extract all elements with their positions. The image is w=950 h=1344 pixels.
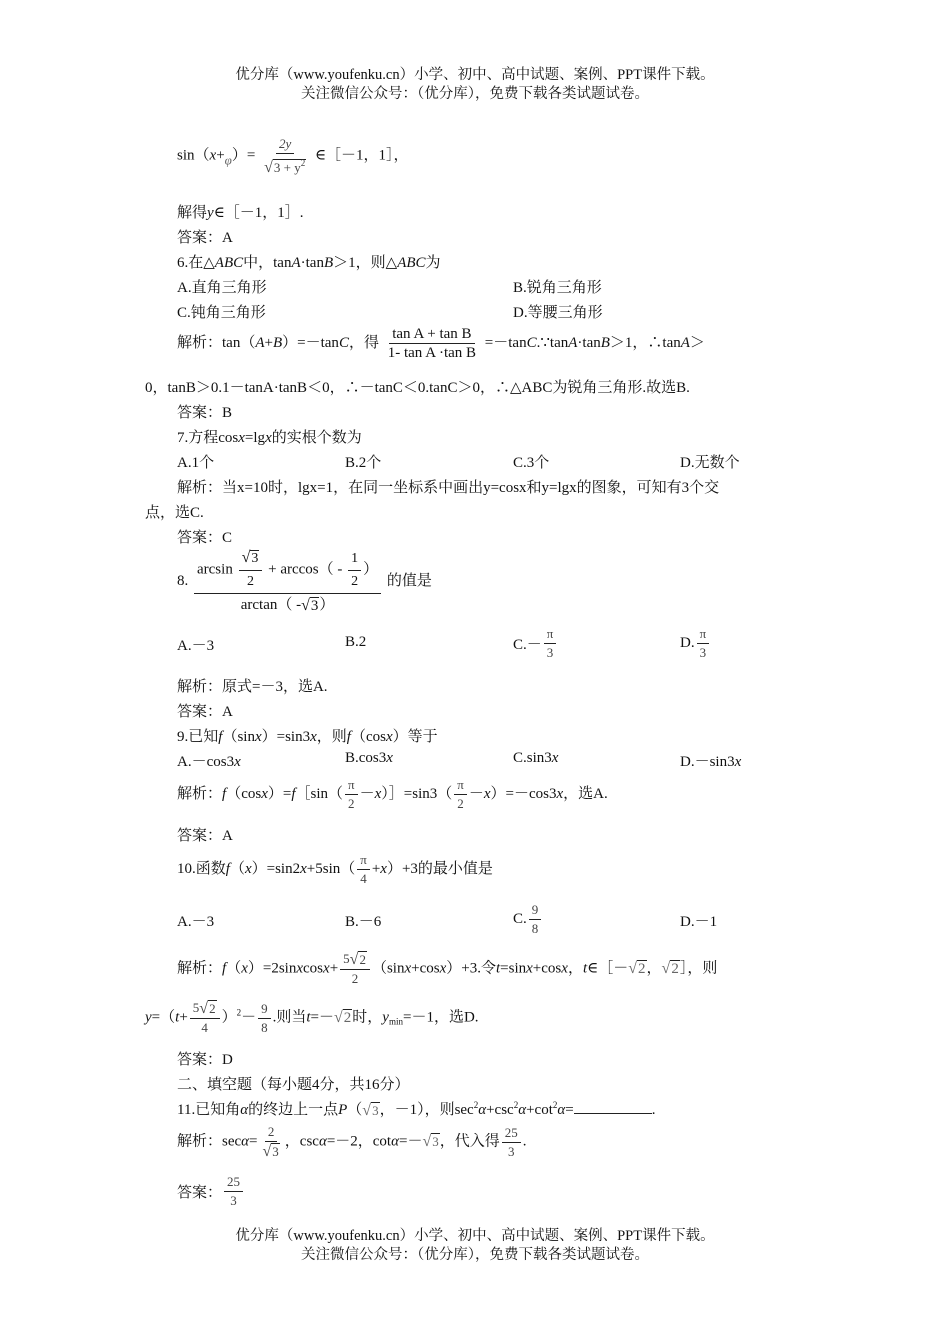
question-10-option-b: B.－6 xyxy=(345,914,382,930)
question-8-option-a: A.－3 xyxy=(177,638,215,654)
answer-6: 答案：B xyxy=(177,405,233,421)
question-6-option-c: C.钝角三角形 xyxy=(177,305,266,321)
section-2-heading: 二、填空题（每小题4分，共16分） xyxy=(177,1077,410,1093)
answer-8: 答案：A xyxy=(177,704,233,720)
solution-8: 解析：原式=－3，选A. xyxy=(177,679,328,695)
header-line-1: 优分库（www.youfenku.cn）小学、初中、高中试题、案例、PPT课件下载。 xyxy=(235,67,715,83)
answer-blank xyxy=(574,1101,652,1114)
question-8-option-d: D. $\frac{\pi}{3}$ xyxy=(680,626,711,661)
footer-line-1: 优分库（www.youfenku.cn）小学、初中、高中试题、案例、PPT课件下载。 xyxy=(235,1228,715,1244)
question-9-option-c: C.sin3x xyxy=(513,750,559,766)
answer-5: 答案：A xyxy=(177,230,233,246)
answer-11: 答案： $\frac{25}{3}$ xyxy=(177,1174,245,1209)
solution-6-line-2: 0，tanB＞0.1－tanA·tanB＜0，∴－tanC＜0.tanC＞0，∴△ABC为锐角三角形.故选B. xyxy=(145,380,690,396)
question-9-option-d: D.－sin3x xyxy=(680,754,742,770)
solution-11: 解析：secα= $\frac{2}{√3}$ ，cscα=－2，cotα=－√3，代入得 $\frac{25}{3}$ . xyxy=(177,1124,527,1161)
question-7-option-a: A.1个 xyxy=(177,455,215,471)
solution-6-line-1: 解析：tan（A+B）=－tanC，得 $\frac{\text{tan A + tan B}}{\text{1- tan A ·tan B}}$ =－tanC.∵tanA·tanB＞1，∴tanA＞ xyxy=(177,326,705,361)
solution-7-line-1: 解析：当x=10时，lgx=1，在同一坐标系中画出y=cosx和y=lgx的图象，可知有3个交 xyxy=(177,480,720,496)
footer-line-2: 关注微信公众号：（优分库），免费下载各类试题试卷。 xyxy=(301,1247,649,1263)
answer-10: 答案：D xyxy=(177,1052,233,1068)
question-8: 8. arcsin $\frac{√3}{2}$ + arccos（ - $\frac{1}{2}$ ） arctan（ -√3） 的值是 xyxy=(177,549,432,614)
question-10-option-d: D.－1 xyxy=(680,914,718,930)
solution-10-line-1: 解析：f（x）=2sinxcosx+ $\frac{5√2}{2}$ （sinx+cosx）+3.令t=sinx+cosx，t∈［－√2，√2］，则 xyxy=(177,951,718,987)
solution-5-line-2: 解得y∈［－1，1］. xyxy=(177,205,304,221)
question-6: 6.在△ABC中，tanA·tanB＞1，则△ABC为 xyxy=(177,255,441,271)
question-9-option-b: B.cos3x xyxy=(345,750,393,766)
question-6-option-d: D.等腰三角形 xyxy=(513,305,603,321)
solution-10-line-2: y=（t+ $\frac{5√2}{4}$ ）$^2$－ $\frac{9}{8}$ .则当t=－√2时，$y_{min}=-1$，选D. xyxy=(145,1000,479,1036)
question-8-option-b: B.2 xyxy=(345,634,367,650)
answer-7: 答案：C xyxy=(177,530,233,546)
question-6-option-a: A.直角三角形 xyxy=(177,280,267,296)
question-7-option-d: D.无数个 xyxy=(680,455,740,471)
fraction-2y-over-sqrt: $\frac{2y}{√3 + y^2}$ xyxy=(264,136,306,176)
solution-5-line-1: sin（x+φ）= $\frac{2y}{√3 + y^2}$ ∈［－1，1］， xyxy=(177,136,409,176)
question-6-option-b: B.锐角三角形 xyxy=(513,280,602,296)
answer-9: 答案：A xyxy=(177,828,233,844)
fraction-tan-sum: $\frac{\text{tan A + tan B}}{\text{1- tan A ·tan B}}$ xyxy=(387,326,477,361)
question-10-option-a: A.－3 xyxy=(177,914,215,930)
solution-7-line-2: 点，选C. xyxy=(145,505,204,521)
question-11: 11.已知角α的终边上一点P（√3，－1），则$\sec^2\alpha+\csc^2\alpha+\cot^2\alpha=$ . xyxy=(177,1100,656,1119)
page-footer xyxy=(0,1227,950,1265)
fraction-arc-expression: arcsin $\frac{√3}{2}$ + arccos（ - $\frac{1}{2}$ ） arctan（ -√3） xyxy=(194,548,381,616)
question-7-option-b: B.2个 xyxy=(345,455,382,471)
question-10-option-c: C. $\frac{9}{8}$ xyxy=(513,902,543,937)
question-7-option-c: C.3个 xyxy=(513,455,550,471)
page-header xyxy=(0,66,950,104)
question-8-option-c: C.－ $\frac{\pi}{3}$ xyxy=(513,626,558,661)
question-9: 9.已知f（sinx）=sin3x，则f（cosx）等于 xyxy=(177,729,438,745)
header-line-2: 关注微信公众号：（优分库），免费下载各类试题试卷。 xyxy=(301,86,649,102)
question-9-option-a: A.－cos3x xyxy=(177,754,241,770)
question-7: 7.方程cosx=lgx的实根个数为 xyxy=(177,430,362,446)
question-10: 10.函数f（x）=sin2x+5sin（ $\frac{\pi}{4}$ +x）+3的最小值是 xyxy=(177,852,493,886)
solution-9: 解析：f（cosx）=f［sin（ $\frac{\pi}{2}$ －x）］=sin3（ $\frac{\pi}{2}$ －x）=－cos3x，选A. xyxy=(177,777,608,811)
